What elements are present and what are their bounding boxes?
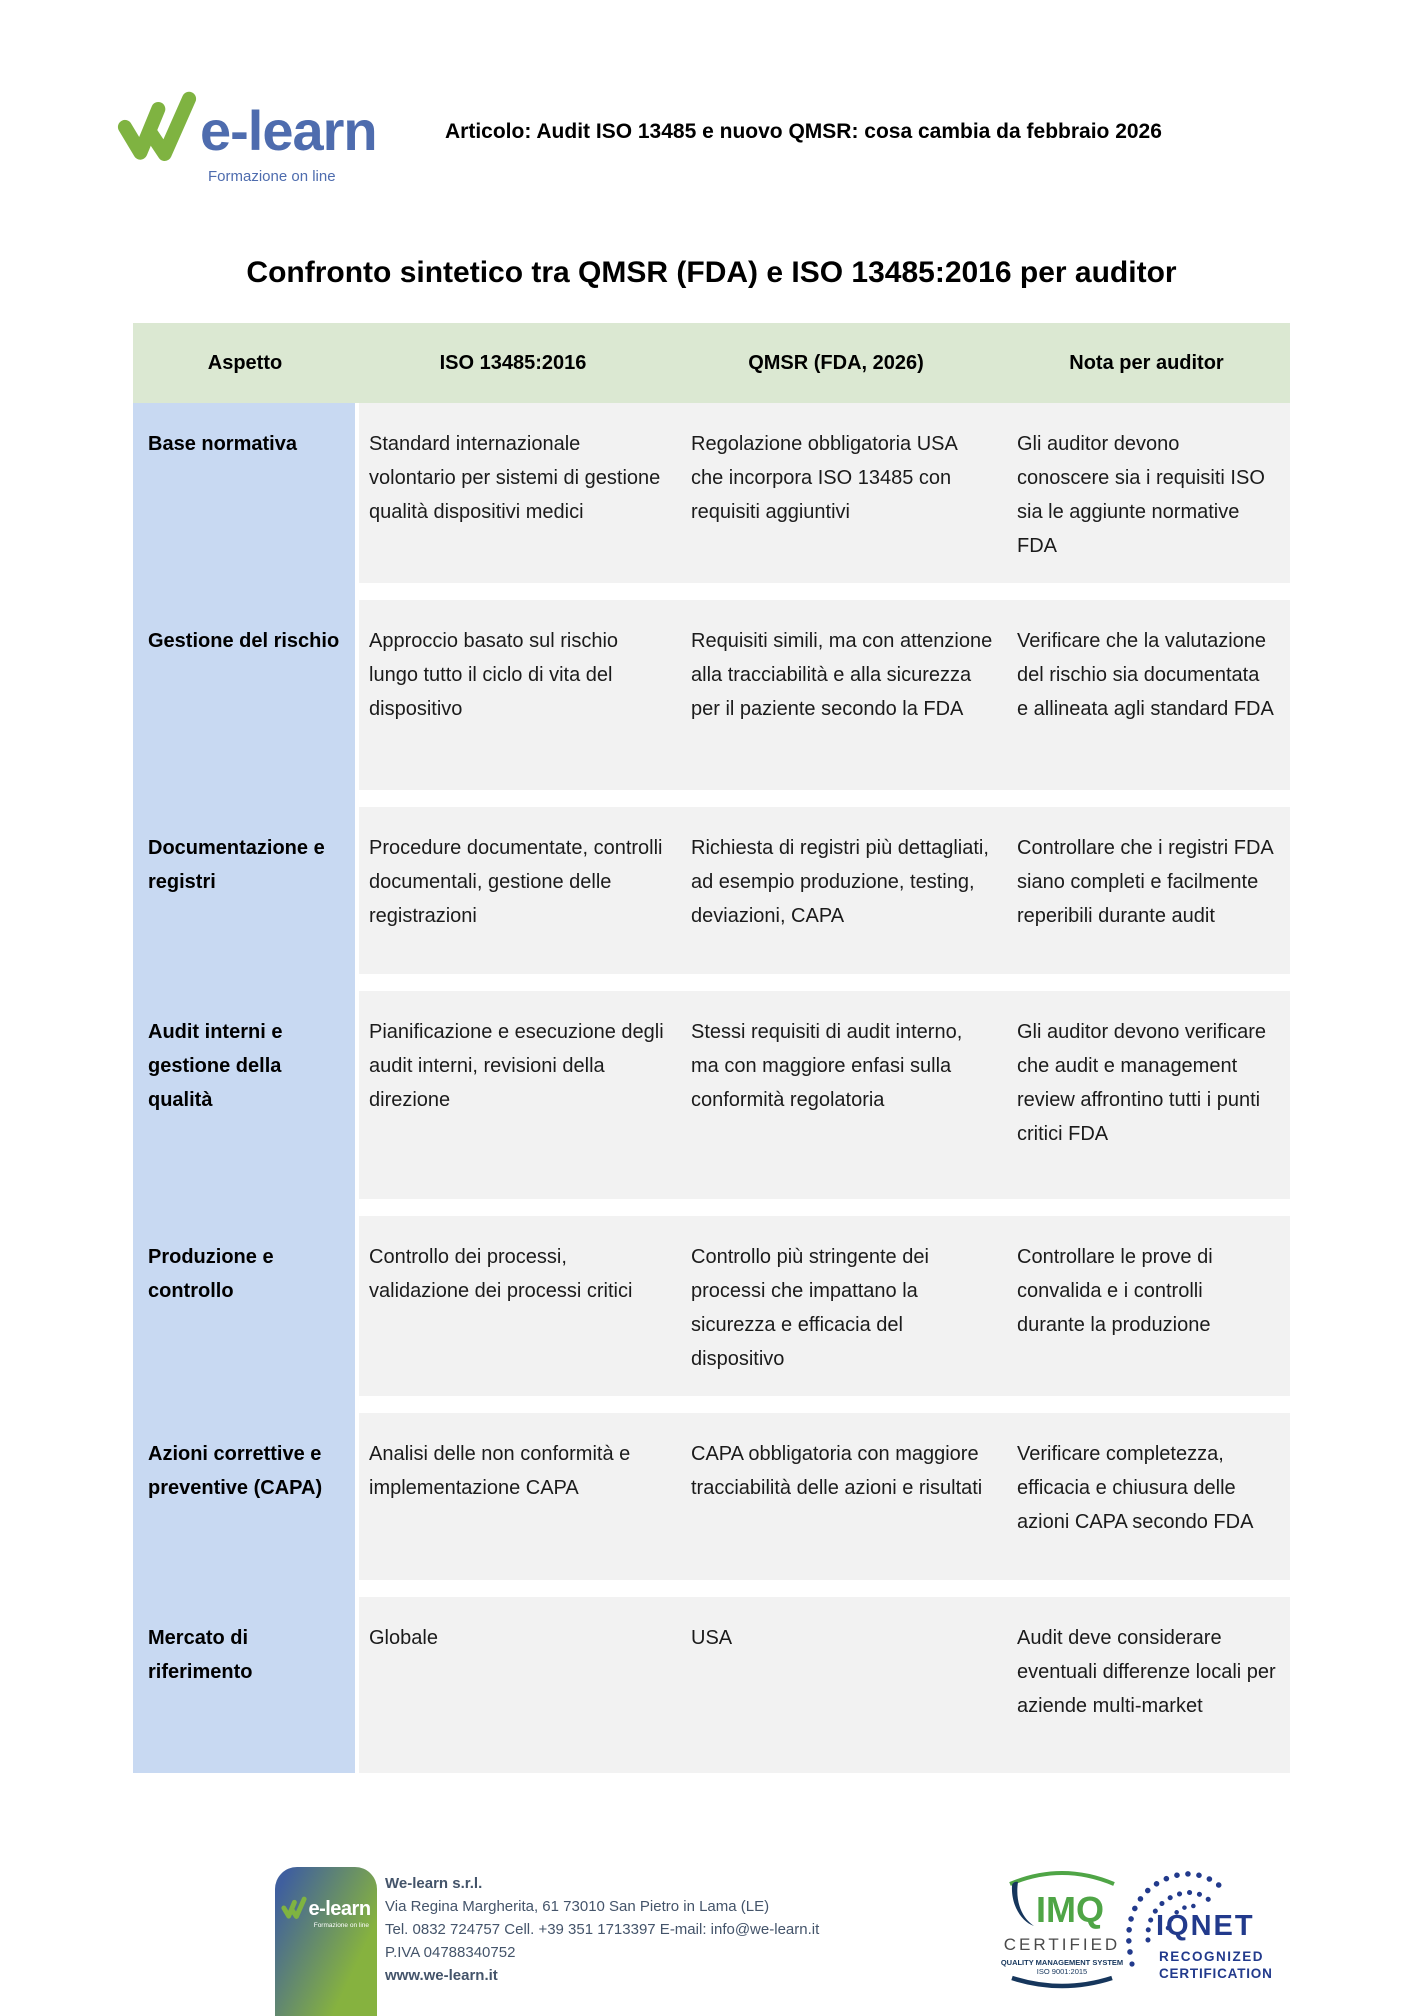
column-header-aspetto: Aspetto — [207, 351, 283, 374]
footer-logo-tile — [275, 1867, 377, 2016]
cell-qmsr: Richiesta di registri più dettagliati, ad esempio produzione, testing, deviazioni, CAPA — [681, 807, 1007, 974]
table-row — [133, 600, 1290, 790]
column-header-qmsr: QMSR (FDA, 2026) — [748, 351, 924, 374]
cell-qmsr: USA — [681, 1597, 1007, 1773]
cell-nota: Controllare le prove di convalida e i controlli durante la produzione — [1007, 1216, 1290, 1396]
cell-iso: Globale — [359, 1597, 681, 1773]
comparison-table — [133, 323, 1290, 1773]
iqnet-recognized-label: RECOGNIZED — [1159, 1949, 1265, 1964]
footer-company-info — [385, 1872, 819, 1987]
cell-qmsr: Requisiti simili, ma con attenzione alla tracciabilità e alla sicurezza per il paziente secondo la FDA — [681, 600, 1007, 790]
cell-nota: Verificare completezza, efficacia e chiusura delle azioni CAPA secondo FDA — [1007, 1413, 1290, 1580]
table-header-row — [133, 323, 1290, 403]
table-row — [133, 1597, 1290, 1773]
imq-certified-label: CERTIFIED — [1003, 1935, 1121, 1954]
imq-certified-badge — [996, 1858, 1128, 1992]
imq-name: IMQ — [1036, 1889, 1104, 1930]
row-label: Audit interni e gestione della qualità — [148, 1021, 283, 1111]
table-row — [133, 1413, 1290, 1580]
iqnet-name: IQNET — [1156, 1910, 1255, 1942]
row-label: Mercato di riferimento — [148, 1627, 253, 1683]
cell-nota: Verificare che la valutazione del rischio sia documentata e allineata agli standard FDA — [1007, 600, 1290, 790]
cell-iso: Standard internazionale volontario per sistemi di gestione qualità dispositivi medici — [359, 403, 681, 583]
row-label: Gestione del rischio — [148, 630, 340, 652]
imq-system-label: QUALITY MANAGEMENT SYSTEM — [1000, 1958, 1124, 1967]
iqnet-certification-label: CERTIFICATION — [1159, 1966, 1273, 1981]
imq-leaf-icon — [1012, 1882, 1034, 1926]
company-name: We-learn s.r.l. — [385, 1875, 483, 1892]
footer-brand-tagline: Formazione on line — [313, 1922, 369, 1929]
brand-tagline: Formazione on line — [208, 168, 336, 185]
row-label: Base normativa — [148, 433, 297, 455]
company-vat: P.IVA 04788340752 — [385, 1944, 516, 1961]
cell-qmsr: Regolazione obbligatoria USA che incorpora ISO 13485 con requisiti aggiuntivi — [681, 403, 1007, 583]
company-address: Via Regina Margherita, 61 73010 San Pietro in Lama (LE) — [385, 1898, 770, 1915]
table-body — [133, 403, 1290, 1773]
company-website: www.we-learn.it — [385, 1967, 498, 1984]
cell-iso: Procedure documentate, controlli documentali, gestione delle registrazioni — [359, 807, 681, 974]
column-header-iso: ISO 13485:2016 — [439, 351, 587, 374]
column-header-nota: Nota per auditor — [1069, 351, 1224, 374]
row-label: Azioni correttive e preventive (CAPA) — [148, 1443, 323, 1499]
table-row — [133, 403, 1290, 583]
cell-nota: Gli auditor devono verificare che audit e management review affrontino tutti i punti critici FDA — [1007, 991, 1290, 1199]
cell-nota: Controllare che i registri FDA siano completi e facilmente reperibili durante audit — [1007, 807, 1290, 974]
cell-iso: Controllo dei processi, validazione dei processi critici — [359, 1216, 681, 1396]
row-label: Produzione e controllo — [148, 1246, 274, 1302]
page-title: Confronto sintetico tra QMSR (FDA) e ISO 13485:2016 per auditor — [246, 256, 1177, 289]
cell-qmsr: Stessi requisiti di audit interno, ma con maggiore enfasi sulla conformità regolatoria — [681, 991, 1007, 1199]
cell-nota: Audit deve considerare eventuali differenze locali per aziende multi-market — [1007, 1597, 1290, 1773]
brand-wordmark: e-learn — [200, 99, 377, 162]
company-contacts: Tel. 0832 724757 Cell. +39 351 1713397 E-mail: info@we-learn.it — [385, 1921, 820, 1938]
article-header-note: Articolo: Audit ISO 13485 e nuovo QMSR: cosa cambia da febbraio 2026 — [445, 120, 1162, 143]
cell-qmsr: Controllo più stringente dei processi che impattano la sicurezza e efficacia del dispositivo — [681, 1216, 1007, 1396]
row-label: Documentazione e registri — [148, 837, 325, 893]
table-row — [133, 991, 1290, 1199]
footer-brand-wordmark: e-learn — [308, 1898, 371, 1920]
iqnet-badge — [1118, 1860, 1273, 1981]
table-row — [133, 807, 1290, 974]
we-learn-logo — [116, 88, 406, 185]
cell-nota: Gli auditor devono conoscere sia i requisiti ISO sia le aggiunte normative FDA — [1007, 403, 1290, 583]
check-mark-icon — [281, 1895, 307, 1921]
table-row — [133, 1216, 1290, 1396]
cell-iso: Pianificazione e esecuzione degli audit interni, revisioni della direzione — [359, 991, 681, 1199]
cell-iso: Approccio basato sul rischio lungo tutto il ciclo di vita del dispositivo — [359, 600, 681, 790]
check-mark-icon — [116, 88, 198, 166]
imq-standard-label: ISO 9001:2015 — [1036, 1967, 1088, 1976]
cell-iso: Analisi delle non conformità e implementazione CAPA — [359, 1413, 681, 1580]
cell-qmsr: CAPA obbligatoria con maggiore tracciabilità delle azioni e risultati — [681, 1413, 1007, 1580]
